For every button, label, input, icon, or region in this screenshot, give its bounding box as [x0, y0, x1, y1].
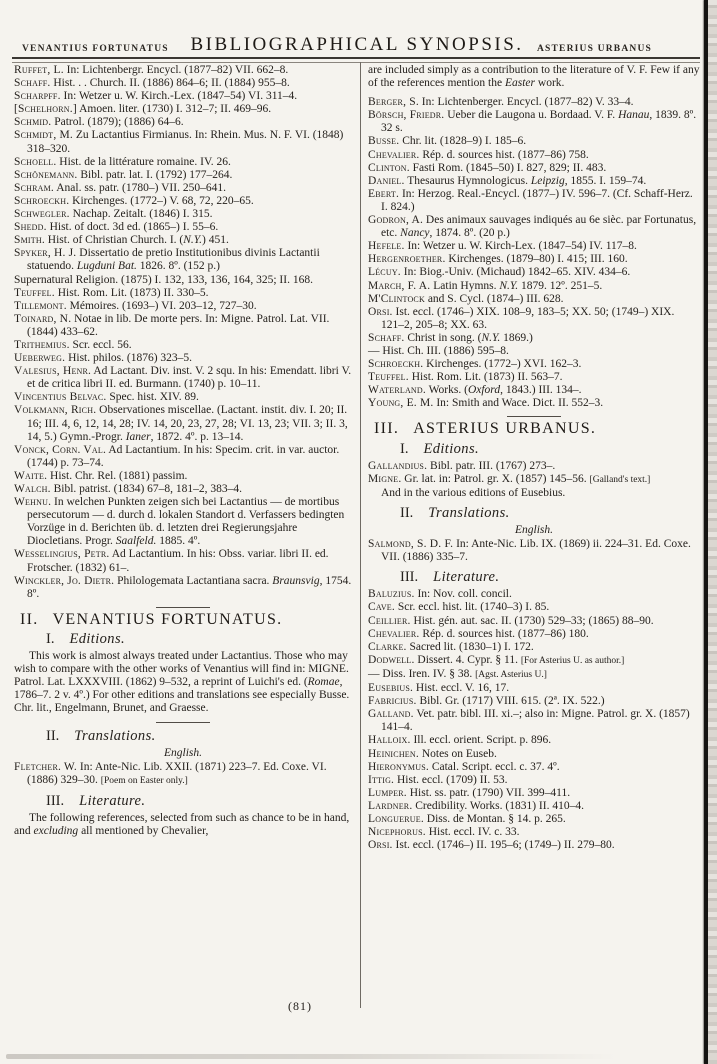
section-title: ASTERIUS URBANUS. — [413, 420, 597, 438]
author-name: Lumper. — [368, 786, 407, 799]
author-name: Schroeckh. — [14, 194, 70, 207]
subsection-heading — [400, 571, 700, 584]
bib-entry: Schmidt, M. Zu Lactantius Firmianus. In: Rhein. Mus. N. F. VI. (1848) 318–320. — [14, 129, 344, 155]
bib-entry: Trithemius. Scr. eccl. 56. — [14, 338, 132, 351]
bib-entry: Schroeckh. Kirchenges. (1772–) V. 68, 72, 220–65. — [14, 194, 254, 207]
subsection-title: Editions. — [69, 630, 126, 647]
language-heading: English. — [514, 524, 553, 536]
subsection-heading — [400, 504, 700, 521]
bib-entry: Orsi. Ist. eccl. (1746–) II. 195–6; (1749–) II. 279–80. — [368, 839, 615, 852]
paragraph: are included simply as a contribution to the literature of V. F. Few if any of the references mention the Easter work. — [368, 64, 700, 90]
bib-entry: [Schelhorn.] Amoen. liter. (1730) I. 312–7; II. 469–96. — [14, 103, 272, 116]
author-name: Dodwell. — [368, 653, 415, 666]
section-divider — [507, 416, 561, 417]
author-name: Scharpff. — [14, 90, 61, 103]
bib-entry: Schwegler. Nachap. Zeitalt. (1846) I. 315. — [14, 208, 213, 221]
language-heading: English. — [163, 746, 202, 759]
author-name: Ueberweg. — [14, 352, 66, 365]
bib-entry: Cave. Scr. eccl. hist. lit. (1740–3) I. 85. — [368, 601, 550, 614]
bib-entry: Ceillier. Hist. gén. aut. sac. II. (1730) 529–33; (1865) 88–90. — [368, 614, 654, 627]
author-name: Teuffel. — [368, 371, 409, 384]
author-name: Lardner. — [368, 799, 413, 812]
section-heading — [20, 610, 352, 628]
section-number: II. — [20, 610, 39, 628]
bib-entry: Orsi. Ist. eccl. (1746–) XIX. 108–9, 183–5; XX. 50; (1749–) XIX. 121–2, 205–8; XX. 63. — [368, 305, 675, 331]
author-name: Schmidt, M. — [14, 129, 74, 142]
bib-entry: Lumper. Hist. ss. patr. (1790) VII. 399–411. — [368, 786, 571, 799]
bib-entry: Gallandius. Bibl. patr. III. (1767) 273–. — [368, 459, 556, 472]
bib-entry: Halloix. Ill. eccl. orient. Script. p. 896. — [368, 734, 552, 747]
column-divider-rule — [360, 62, 361, 1008]
bib-entry: Vincentius Belvac. Spec. hist. XIV. 89. — [14, 391, 199, 404]
bib-entry: Ittig. Hist. eccl. (1709) II. 53. — [368, 773, 508, 786]
bib-entry: Valesius, Henr. Ad Lactant. Div. inst. V. 2 squ. In his: Emendatt. libri V. et de critica libri II. ed. Burmann. (1740) p. 10–11. — [14, 365, 352, 391]
bib-entry: Hefele. In: Wetzer u. W. Kirch-Lex. (1847–54) IV. 117–8. — [368, 240, 637, 253]
author-name: Schroeckh. — [368, 358, 424, 371]
author-name: Winckler, Jo. Dietr. — [14, 574, 115, 587]
author-name: Trithemius. — [14, 338, 70, 351]
bib-entry: Supernatural Religion. (1875) I. 132, 133, 136, 164, 325; II. 168. — [14, 273, 313, 286]
subsection-heading — [400, 440, 700, 457]
bib-entry: Vonck, Corn. Val. Ad Lactantium. In his: Specim. crit. in var. auctor. (1744) p. 73–74. — [14, 443, 340, 469]
author-name: Busse. — [368, 135, 400, 148]
bib-entry: Galland. Vet. patr. bibl. III. xi.–; also in: Migne. Patrol. gr. X. (1857) 141–4. — [368, 708, 690, 734]
author-name: Tillemont. — [14, 299, 67, 312]
bib-entry: Lécuy. In: Biog.-Univ. (Michaud) 1842–65. XIV. 434–6. — [368, 266, 631, 279]
bib-entry: Ueberweg. Hist. philos. (1876) 323–5. — [14, 352, 193, 365]
subsection-title: Translations. — [74, 727, 156, 744]
author-name: Heinichen. — [368, 747, 419, 760]
author-name: Ruffet, L. — [14, 64, 64, 76]
author-name: Godron, A. — [368, 214, 424, 227]
author-name: Young, E. M. — [368, 397, 434, 410]
bib-entry: M'Clintock and S. Cycl. (1874–) III. 628. — [368, 292, 564, 305]
author-name: Clinton. — [368, 161, 410, 174]
author-name: [Schelhorn.] — [14, 103, 77, 116]
author-name: Teuffel. — [14, 286, 55, 299]
author-name: Walch. — [14, 483, 51, 495]
bracket-note: [Agst. Asterius U.] — [475, 669, 547, 680]
section-number: III. — [374, 420, 400, 438]
author-name: Chevalier. — [368, 148, 420, 161]
section-divider — [156, 722, 210, 723]
page-header — [14, 30, 700, 56]
bib-entry: Heinichen. Notes on Euseb. — [368, 747, 497, 760]
bib-entry: Lardner. Credibility. Works. (1831) II. 410–4. — [368, 799, 584, 812]
author-name: Toinard, N. — [14, 312, 72, 325]
author-name: Hefele. — [368, 240, 405, 253]
author-name: Waite. — [14, 469, 48, 482]
bib-entry: Nicephorus. Hist. eccl. IV. c. 33. — [368, 826, 520, 839]
author-name: Chevalier. — [368, 627, 420, 640]
bib-entry: Ruffet, L. In: Lichtenbergr. Encycl. (1877–82) VII. 662–8. — [14, 64, 289, 76]
bib-entry: Ebert. In: Herzog. Real.-Encycl. (1877–) IV. 596–7. (Cf. Schaff-Herz. I. 824.) — [368, 187, 693, 213]
left-column — [14, 64, 352, 838]
author-name: Fabricius. — [368, 695, 417, 708]
bib-entry: Schmid. Patrol. (1879); (1886) 64–6. — [14, 116, 184, 129]
author-name: Schaff. — [368, 331, 405, 344]
bib-entry: Chevalier. Rép. d. sources hist. (1877–86) 758. — [368, 148, 589, 161]
header-rule — [12, 57, 700, 63]
author-name: Ittig. — [368, 773, 395, 786]
author-name: Galland. — [368, 708, 414, 721]
bib-entry: Toinard, N. Notae in lib. De morte pers. In: Migne. Patrol. Lat. VII. (1844) 433–62. — [14, 312, 330, 338]
author-name: Schaff. — [14, 77, 51, 90]
bib-entry: Spyker, H. J. Dissertatio de pretio Institutionibus divinis Lactantii statuendo. Lugduni Bat. 1826. 8º. (152 p.) — [14, 247, 320, 273]
running-head-right: ASTERIUS URBANUS — [536, 44, 652, 54]
subsection-title: Editions. — [423, 440, 480, 457]
bib-entry: Schaff. Hist. . . Church. II. (1886) 864–6; II. (1884) 955–8. — [14, 77, 290, 90]
subsection-number: II. — [400, 504, 414, 521]
bib-entry: Clarke. Sacred lit. (1830–1) I. 172. — [368, 640, 534, 653]
bib-entry: Scharpff. In: Wetzer u. W. Kirch.-Lex. (1847–54) VI. 311–4. — [14, 90, 298, 103]
subsection-title: Literature. — [79, 792, 146, 809]
bib-entry: Clinton. Fasti Rom. (1845–50) I. 827, 829; II. 483. — [368, 161, 607, 174]
author-name: Hergenroether. — [368, 253, 446, 266]
bib-entry: Fletcher. W. In: Ante-Nic. Lib. XXII. (1871) 223–7. Ed. Coxe. VI. (1886) 329–30. [Poem on Easter only.] — [14, 760, 327, 786]
bib-entry: Volkmann, Rich. Observationes miscellae. (Lactant. instit. div. I. 20; II. 16; III. 4, 6, 12, 14, 28; IV. 14, 20, 23, 27, 28; VI. 13, 23; VII. 3; II. 3, 14, 5.) Gymn.-Progr. Ianer, 1872. 4º. p. 13–14. — [14, 404, 348, 443]
author-name: Cave. — [368, 601, 395, 614]
subsection-number: I. — [46, 630, 55, 647]
bib-entry: March, F. A. Latin Hymns. N.Y. 1879. 12º. 251–5. — [368, 279, 603, 292]
author-name: Valesius, Henr. — [14, 365, 92, 378]
subsection-number: III. — [46, 792, 65, 809]
author-name: Volkmann, Rich. — [14, 404, 97, 417]
bracket-note: [For Asterius U. as author.] — [520, 655, 625, 666]
bracket-note: [Poem on Easter only.] — [100, 775, 188, 786]
bib-entry: — Hist. Ch. III. (1886) 595–8. — [368, 344, 509, 357]
bib-entry: Schram. Anal. ss. patr. (1780–) VII. 250–641. — [14, 181, 226, 194]
paragraph: The following references, selected from such as chance to be in hand, and excluding all mentioned by Chevalier, — [14, 811, 350, 838]
author-name: Ceillier. — [368, 614, 411, 627]
bib-entry: Börsch, Friedr. Ueber die Laugona u. Bordaad. V. F. Hanau, 1839. 8º. 32 s. — [368, 109, 697, 135]
author-name: Salmond, S. D. F. — [368, 538, 454, 551]
author-name: Vincentius Belvac. — [14, 391, 107, 404]
bib-entry: Shedd. Hist. of doct. 3d ed. (1865–) I. 55–6. — [14, 221, 219, 234]
author-name: Schmid. — [14, 116, 52, 129]
author-name: Börsch, Friedr. — [368, 109, 445, 122]
author-name: Wesselingius, Petr. — [14, 548, 110, 561]
running-head-left: VENANTIUS FORTUNATUS — [22, 44, 169, 54]
bib-entry: Daniel. Thesaurus Hymnologicus. Leipzig, 1855. I. 159–74. — [368, 174, 647, 187]
author-name: Wehnu. — [14, 496, 52, 509]
author-name: Gallandius. — [368, 459, 428, 472]
paragraph: And in the various editions of Eusebius. — [381, 486, 566, 499]
subsection-number: I. — [400, 440, 409, 457]
subsection-heading — [46, 630, 352, 647]
author-name: M'Clintock — [368, 292, 425, 305]
bib-entry: — Diss. Iren. IV. § 38. [Agst. Asterius U.] — [368, 667, 547, 680]
author-name: Halloix. — [368, 734, 411, 747]
author-name: Orsi. — [368, 305, 393, 318]
bib-entry: Salmond, S. D. F. In: Ante-Nic. Lib. IX. (1869) ii. 224–31. Ed. Coxe. VII. (1886) 335–7. — [368, 538, 691, 564]
bib-entry: Tillemont. Mémoires. (1693–) VI. 203–12, 727–30. — [14, 299, 257, 312]
author-name: Lécuy. — [368, 266, 401, 279]
author-name: Daniel. — [368, 174, 405, 187]
author-name: Smith. — [14, 234, 45, 247]
author-name: Schwegler. — [14, 208, 70, 221]
bib-entry: Schroeckh. Kirchenges. (1772–) XVI. 162–3. — [368, 358, 582, 371]
author-name: Baluzius. — [368, 588, 415, 601]
author-name: Shedd. — [14, 221, 47, 234]
section-divider — [156, 607, 210, 608]
bib-entry: Berger, S. In: Lichtenberger. Encycl. (1877–82) V. 33–4. — [368, 96, 634, 109]
bib-entry: Schaff. Christ in song. (N.Y. 1869.) — [368, 331, 533, 344]
bib-entry: Wesselingius, Petr. Ad Lactantium. In his: Obss. variar. libri II. ed. Frotscher. (1832) 61–. — [14, 548, 329, 574]
subsection-number: II. — [46, 727, 60, 744]
bib-entry: Schoell. Hist. de la littérature romaine. IV. 26. — [14, 155, 231, 168]
author-name: Berger, S. — [368, 96, 419, 109]
author-name: Schoell. — [14, 155, 57, 168]
subsection-title: Literature. — [433, 569, 500, 586]
author-name: Fletcher. W. — [14, 760, 78, 773]
bib-entry: Baluzius. In: Nov. coll. concil. — [368, 588, 512, 601]
author-name: Orsi. — [368, 839, 393, 852]
scan-smudge — [6, 1054, 616, 1059]
right-column — [368, 64, 700, 852]
bib-entry: Godron, A. Des animaux sauvages indiqués au 6e sièc. par Fortunatus, etc. Nancy, 1874. 8º. (20 p.) — [368, 214, 697, 240]
author-name: Hieronymus. — [368, 760, 429, 773]
author-name: Waterland. — [368, 384, 426, 397]
section-heading — [374, 420, 700, 438]
bib-entry: Waite. Hist. Chr. Rel. (1881) passim. — [14, 469, 188, 482]
author-name: Clarke. — [368, 640, 407, 653]
bib-entry: Busse. Chr. lit. (1828–9) I. 185–6. — [368, 135, 527, 148]
author-name: Migne. — [368, 472, 402, 485]
author-name: Schönemann. — [14, 168, 78, 181]
author-name: March, F. A. — [368, 279, 431, 292]
bib-entry: Wehnu. In welchen Punkten zeigen sich bei Lactantius — de mortibus persecutorum — d. durch d. lokalen Standort d. Verfassers bedingten Vorzüge in d. Berichten üb. d. letzten drei Regierungsjahre Diocletians. Progr. Saalfeld. 1885. 4º. — [14, 496, 345, 548]
bib-entry: Young, E. M. In: Smith and Wace. Dict. II. 552–3. — [368, 397, 604, 410]
author-name: Spyker, H. J. — [14, 247, 77, 260]
bib-entry: Walch. Bibl. patrist. (1834) 67–8, 181–2, 383–4. — [14, 483, 243, 495]
subsection-heading — [46, 792, 352, 809]
author-name: Eusebius. — [368, 682, 414, 695]
subsection-heading — [46, 727, 352, 744]
page-number: (81) — [288, 999, 312, 1013]
bib-entry: Chevalier. Rép. d. sources hist. (1877–86) 180. — [368, 627, 589, 640]
bib-entry: Teuffel. Hist. Rom. Lit. (1873) II. 330–5. — [14, 286, 209, 299]
bib-entry: Winckler, Jo. Dietr. Philologemata Lactantiana sacra. Braunsvig, 1754. 8º. — [14, 574, 352, 600]
bib-entry: Fabricius. Bibl. Gr. (1717) VIII. 615. (2ª. IX. 522.) — [368, 695, 605, 708]
author-name: Ebert. — [368, 187, 400, 200]
paragraph: This work is almost always treated under Lactantius. Those who may wish to compare with the other works of Venantius will find in: MIGNE. Patrol. Lat. LXXXVIII. (1862) 9–532, a reprint of Luichi's ed. (Romae, 1786–7. 2 v. 4º.) For other editions and translations see especially Busse. Chr. lit., Engelmann, Brunet, and Graesse. — [14, 650, 350, 715]
author-name: Schram. — [14, 181, 55, 194]
page-title: BIBLIOGRAPHICAL SYNOPSIS. — [190, 34, 524, 55]
bib-entry: Dodwell. Dissert. 4. Cypr. § 11. [For Asterius U. as author.] — [368, 653, 625, 666]
bib-entry: Hieronymus. Catal. Script. eccl. c. 37. 4º. — [368, 760, 560, 773]
author-name: Longuerue. — [368, 812, 424, 825]
bib-entry: Teuffel. Hist. Rom. Lit. (1873) II. 563–7. — [368, 371, 563, 384]
author-name: Vonck, Corn. Val. — [14, 443, 107, 456]
bib-entry: Smith. Hist. of Christian Church. I. (N.Y.) 451. — [14, 234, 229, 247]
bracket-note: [Galland's text.] — [589, 474, 651, 485]
bib-entry: Eusebius. Hist. eccl. V. 16, 17. — [368, 682, 510, 695]
bib-entry: Migne. Gr. lat. in: Patrol. gr. X. (1857) 145–56. [Galland's text.] — [368, 472, 651, 485]
subsection-number: III. — [400, 569, 419, 586]
bib-entry: Waterland. Works. (Oxford, 1843.) III. 134–. — [368, 384, 582, 397]
section-title: VENANTIUS FORTUNATUS. — [52, 610, 283, 628]
bib-entry: Schönemann. Bibl. patr. lat. I. (1792) 177–264. — [14, 168, 233, 181]
author-name: Nicephorus. — [368, 826, 426, 839]
bib-entry: Hergenroether. Kirchenges. (1879–80) I. 415; III. 160. — [368, 253, 628, 266]
bib-entry: Longuerue. Diss. de Montan. § 14. p. 265. — [368, 812, 566, 825]
scan-edge-noise — [708, 0, 717, 1064]
subsection-title: Translations. — [428, 504, 510, 521]
